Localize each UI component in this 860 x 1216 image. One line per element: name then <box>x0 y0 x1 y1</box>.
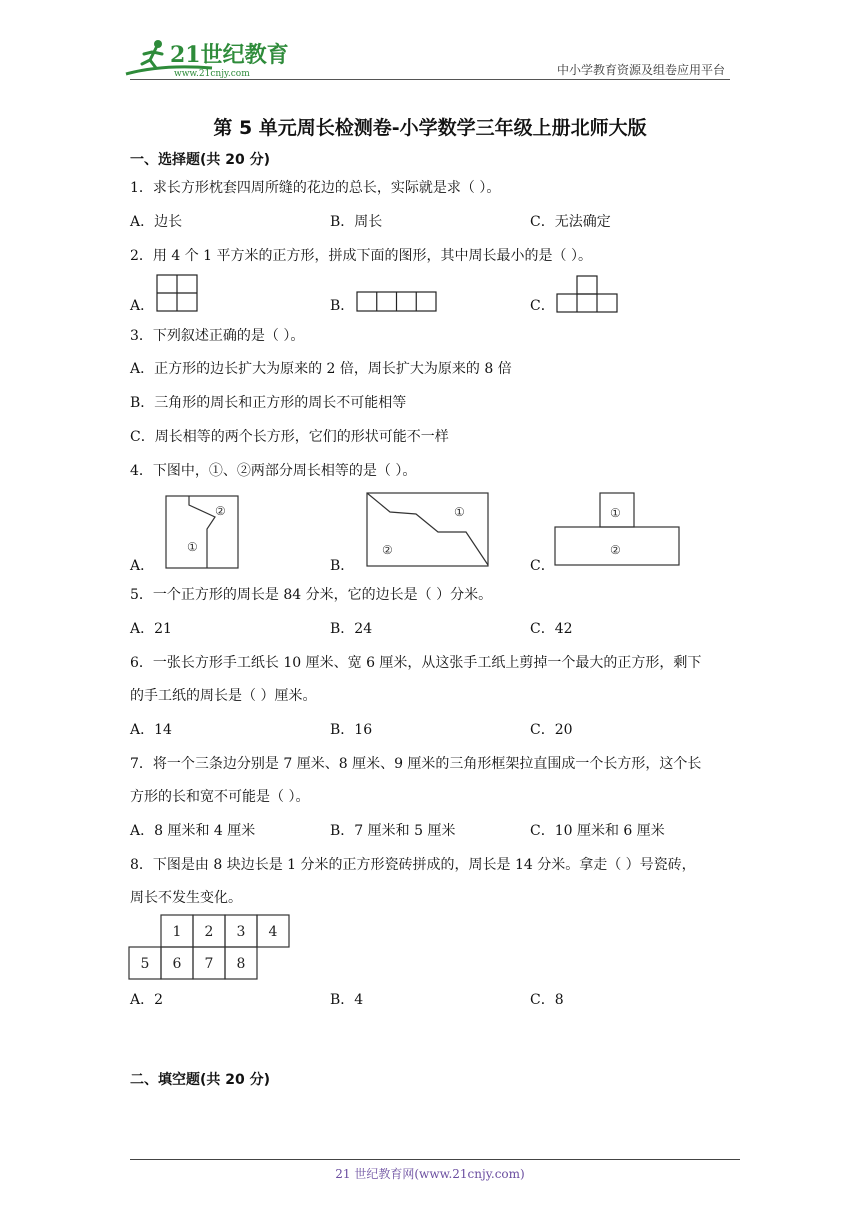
q8-option-c: C．8 <box>530 992 564 1008</box>
q4-stem: 4．下图中，①、②两部分周长相等的是（ ）。 <box>130 463 417 479</box>
q6-option-a: A．14 <box>130 722 172 738</box>
q4-option-b: B． <box>330 558 355 574</box>
footer-text: 21 世纪教育网(www.21cnjy.com) <box>335 1167 525 1181</box>
q2-option-c: C． <box>530 298 555 314</box>
q8-stem-line1: 8．下图是由 8 块边长是 1 分米的正方形瓷砖拼成的，周长是 14 分米。拿走（ ）号瓷砖， <box>130 857 696 873</box>
q2-option-b: B． <box>330 298 355 314</box>
q8-tile-label-2: 2 <box>204 924 214 940</box>
q2-figure-c <box>556 275 620 315</box>
q4-figure-c <box>554 492 680 568</box>
q4-c-label-1: ① <box>610 506 621 520</box>
site-tagline: 中小学教育资源及组卷应用平台 <box>556 63 725 77</box>
q1-stem: 1．求长方形枕套四周所缝的花边的总长，实际就是求（ ）。 <box>130 180 501 196</box>
q7-stem-line1: 7．将一个三条边分别是 7 厘米、8 厘米、9 厘米的三角形框架拉直围成一个长方形，这个长 <box>130 756 702 772</box>
q8-stem-line2: 周长不发生变化。 <box>130 890 242 906</box>
q2-figure-a <box>156 274 200 314</box>
q5-option-a: A．21 <box>130 621 172 637</box>
q6-option-c: C．20 <box>530 722 573 738</box>
q2-option-a: A． <box>130 298 155 314</box>
q2-figure-b <box>356 291 438 313</box>
site-logo <box>122 34 292 80</box>
q3-option-c: C．周长相等的两个长方形，它们的形状可能不一样 <box>130 429 449 445</box>
q3-option-a: A．正方形的边长扩大为原来的 2 倍，周长扩大为原来的 8 倍 <box>130 361 512 377</box>
q4-a-label-2: ② <box>215 504 226 518</box>
q6-stem-line1: 6．一张长方形手工纸长 10 厘米、宽 6 厘米，从这张手工纸上剪掉一个最大的正方形，剩下 <box>130 655 702 671</box>
footer-divider <box>130 1159 740 1160</box>
q5-stem: 5．一个正方形的周长是 84 分米，它的边长是（ ）分米。 <box>130 587 493 603</box>
q2-stem: 2．用 4 个 1 平方米的正方形，拼成下面的图形，其中周长最小的是（ ）。 <box>130 248 592 264</box>
q8-tile-label-7: 7 <box>204 956 214 972</box>
q4-b-label-1: ① <box>454 505 465 519</box>
q4-figure-a <box>165 495 241 571</box>
q1-option-a: A．边长 <box>130 214 183 230</box>
page-title: 第 5 单元周长检测卷-小学数学三年级上册北师大版 <box>213 117 647 139</box>
q7-stem-line2: 方形的长和宽不可能是（ ）。 <box>130 789 310 805</box>
q8-tile-label-8: 8 <box>236 956 246 972</box>
section-heading-choice: 一、选择题(共 20 分) <box>130 152 271 168</box>
q4-a-label-1: ① <box>187 540 198 554</box>
q4-b-label-2: ② <box>382 543 393 557</box>
q8-tile-label-1: 1 <box>172 924 182 940</box>
q7-option-c: C．10 厘米和 6 厘米 <box>530 823 665 839</box>
logo-url: www.21cnjy.com <box>174 69 250 79</box>
q4-c-label-2: ② <box>610 543 621 557</box>
q5-option-b: B．24 <box>330 621 373 637</box>
q8-option-b: B．4 <box>330 992 364 1008</box>
q4-option-a: A． <box>130 558 155 574</box>
q6-option-b: B．16 <box>330 722 373 738</box>
q5-option-c: C．42 <box>530 621 573 637</box>
q4-figure-b <box>366 492 490 568</box>
q7-option-a: A．8 厘米和 4 厘米 <box>130 823 256 839</box>
q7-option-b: B．7 厘米和 5 厘米 <box>330 823 456 839</box>
q1-option-c: C．无法确定 <box>530 214 611 230</box>
q8-tile-label-3: 3 <box>236 924 246 940</box>
logo-text: 21世纪教育 <box>170 42 289 68</box>
q8-option-a: A．2 <box>130 992 164 1008</box>
q3-option-b: B．三角形的周长和正方形的周长不可能相等 <box>130 395 407 411</box>
q3-stem: 3．下列叙述正确的是（ ）。 <box>130 328 305 344</box>
q8-tile-label-6: 6 <box>172 956 182 972</box>
q6-stem-line2: 的手工纸的周长是（ ）厘米。 <box>130 688 317 704</box>
header-divider <box>130 79 730 80</box>
q1-option-b: B．周长 <box>330 214 383 230</box>
q8-tile-label-5: 5 <box>140 956 150 972</box>
q4-option-c: C． <box>530 558 555 574</box>
q8-tile-label-4: 4 <box>268 924 278 940</box>
section-heading-fill: 二、填空题(共 20 分) <box>130 1072 271 1088</box>
q8-tile-figure <box>128 914 294 982</box>
